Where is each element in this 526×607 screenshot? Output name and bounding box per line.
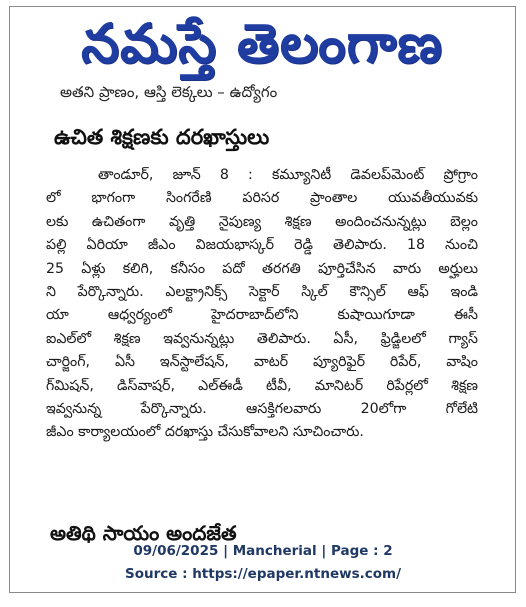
previous-article-text: అతని ప్రాణం, ఆస్తి లెక్కలు – ఉద్యోగం <box>60 83 278 101</box>
article-line: చార్జింగ్, ఏసీ ఇన్‌స్టాలేషన్, వాటర్ ప్యూరిఫైర్ రిపేర్, వాషిం <box>46 354 478 371</box>
article-body <box>46 164 478 445</box>
article-line: తాండూర్, జూన్ 8 : కమ్యూనిటీ డెవలప్‌మెంట్ ప్రోగ్రాం <box>98 167 478 183</box>
article-line: గ్‌మిషన్, డిస్‌వాషర్, ఎల్ఈడీ టీవీ, మానిటర్ రిపేర్లలో శిక్షణ <box>46 377 478 394</box>
edition-info: 09/06/2025 | Mancherial | Page : 2 <box>133 543 393 559</box>
previous-article-fragment <box>60 83 460 108</box>
next-article-headline: అతిథి సాయం అందజేత <box>50 521 237 545</box>
article-line: ని పేర్కొన్నారు. ఎలక్ట్రానిక్స్ సెక్టార్ స్కిల్ కౌన్సిల్ ఆఫ్ ఇండి <box>46 284 478 301</box>
newspaper-logo: నమస్తే తెలంగాణ <box>81 12 443 75</box>
article-line: 25 ఏళ్లు కలిగి, కనీసం పదో తరగతి పూర్తిచేసిన వారు అర్హులు <box>46 260 478 277</box>
article-line: పల్లి ఏరియా జీఎం విజయభాస్కర్ రెడ్డి తెలిపారు. 18 నుంచి <box>46 237 478 254</box>
source-link[interactable]: Source : https://epaper.ntnews.com/ <box>124 566 402 582</box>
article-line: యా ఆధ్వర్యంలో హైదరాబాద్‌లోని కుషాయిగూడా ఈసీ <box>46 307 478 324</box>
article-clipping <box>42 83 482 545</box>
next-article-fragment <box>50 517 350 545</box>
article-line: ఇవ్వనున్న పేర్కొన్నారు. ఆసక్తిగలవారు 20లోగా గోలేటి <box>46 401 478 418</box>
article-line: జీఎం కార్యాలయంలో దరఖాస్తు చేసుకోవాలని సూచించారు. <box>46 424 364 441</box>
article-headline: ఉచిత శిక్షణకు దరఖాస్తులు <box>54 125 270 149</box>
article-line: లో భాగంగా సింగరేణి పరిసర ప్రాంతాల యువతీయువకు <box>46 190 478 207</box>
article-line: ఐఎల్‌లో శిక్షణ ఇవ్వనున్నట్లు తెలిపారు. ఏసీ, ఫ్రిడ్జిలలో గ్యాస్ <box>46 330 478 347</box>
article-line: లకు ఉచితంగా వృత్తి నైపుణ్య శిక్షణ అందించనున్నట్లు బెల్లం <box>46 213 478 230</box>
